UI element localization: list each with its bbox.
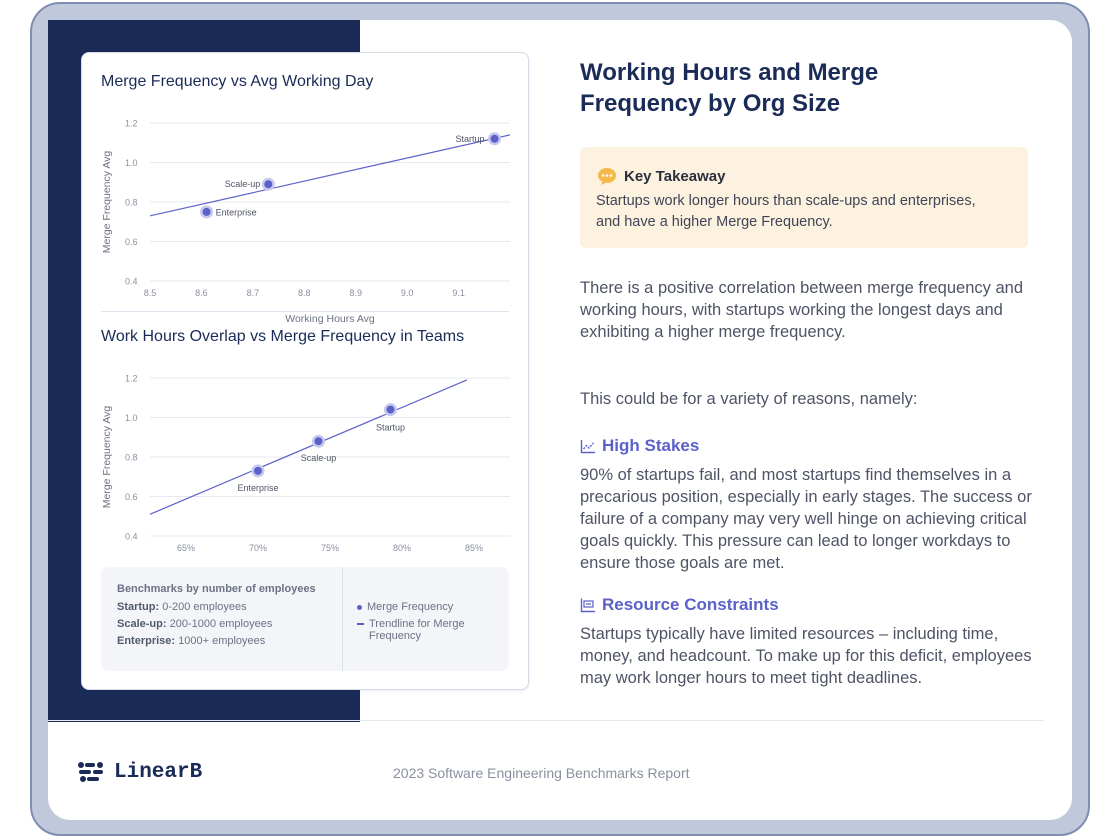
- y-tick-label: 0.4: [125, 531, 138, 542]
- data-point: [314, 437, 322, 445]
- x-tick-label: 70%: [248, 543, 268, 553]
- trendline: [150, 135, 510, 216]
- x-tick-label: 8.6: [195, 288, 208, 298]
- data-point: [386, 406, 394, 414]
- benchmark-value: 200-1000 employees: [169, 618, 273, 630]
- charts-card: [81, 52, 529, 690]
- legend-dot-icon: [357, 605, 362, 610]
- x-tick-label: 65%: [176, 543, 196, 553]
- benchmark-name: Scale-up:: [117, 618, 167, 630]
- key-takeaway-box: [580, 147, 1028, 248]
- trendline: [150, 380, 467, 514]
- data-label: Scale-up: [300, 453, 337, 464]
- data-label: Startup: [375, 422, 405, 433]
- benchmark-row: [117, 635, 327, 647]
- chart-divider: [101, 311, 509, 312]
- benchmarks-title: Benchmarks by number of employees: [117, 583, 316, 595]
- chart-legend: [357, 601, 497, 647]
- takeaway-header: [596, 165, 725, 187]
- report-name: 2023 Software Engineering Benchmarks Report: [393, 765, 690, 781]
- y-tick-label: 1.0: [125, 413, 138, 423]
- benchmark-value: 0-200 employees: [162, 601, 247, 613]
- x-tick-label: 75%: [320, 543, 340, 553]
- takeaway-title: Key Takeaway: [624, 167, 726, 185]
- section-high-stakes-header: [580, 436, 699, 456]
- legend-label: Trendline for Merge Frequency: [369, 618, 465, 642]
- x-tick-label: 8.8: [298, 288, 311, 298]
- y-tick-label: 1.2: [125, 118, 138, 129]
- y-axis-label: Merge Frequency Avg: [101, 405, 113, 509]
- footer-divider: [48, 720, 1044, 721]
- legend-merge-frequency: [357, 601, 497, 613]
- benchmarks-separator: [342, 567, 343, 671]
- brand-name: LinearB: [114, 760, 203, 784]
- report-card: [48, 20, 1072, 820]
- chart1-plot: [82, 93, 530, 325]
- legend-label: Merge Frequency: [367, 601, 454, 613]
- y-tick-label: 0.6: [125, 492, 138, 502]
- data-point: [254, 467, 262, 475]
- data-label: Scale-up: [224, 179, 261, 190]
- x-tick-label: 8.7: [246, 288, 260, 298]
- data-point: [203, 208, 211, 216]
- benchmark-name: Enterprise:: [117, 635, 176, 647]
- y-tick-label: 1.0: [125, 158, 138, 168]
- linearb-logo-icon: [76, 760, 106, 784]
- benchmark-name: Startup:: [117, 601, 160, 613]
- x-tick-label: 9.0: [400, 288, 414, 298]
- section-title: Resource Constraints: [602, 595, 779, 614]
- x-axis-label: Working Hours Avg: [285, 313, 375, 325]
- chart2-plot: [82, 348, 530, 558]
- y-tick-label: 0.6: [125, 237, 138, 247]
- legend-trendline: [357, 618, 497, 642]
- x-tick-label: 8.9: [349, 288, 362, 298]
- y-tick-label: 0.8: [125, 197, 138, 208]
- y-axis-label: Merge Frequency Avg: [101, 150, 113, 254]
- x-tick-label: 85%: [464, 543, 484, 553]
- y-tick-label: 1.2: [125, 373, 138, 384]
- reasons-intro: This could be for a variety of reasons, namely:: [580, 390, 918, 408]
- data-point: [491, 135, 499, 143]
- data-label: Enterprise: [237, 482, 279, 493]
- benchmark-row: [117, 601, 327, 613]
- y-tick-label: 0.4: [125, 276, 138, 287]
- legend-line-icon: [357, 623, 364, 625]
- speech-bubble-icon: [596, 165, 618, 187]
- section-title: High Stakes: [602, 436, 700, 455]
- benchmarks-box: [101, 567, 509, 671]
- intro-paragraph: There is a positive correlation between merge frequency and working hours, with startups working the longest days and exhibiting a higher merge frequency.: [580, 279, 1023, 341]
- linearb-logo[interactable]: [76, 760, 202, 784]
- x-tick-label: 9.1: [452, 288, 465, 298]
- benchmarks-list: [117, 583, 327, 652]
- data-label: Enterprise: [215, 207, 257, 218]
- takeaway-body: Startups work longer hours than scale-ups and enterprises, and have a higher Merge Frequency.: [596, 193, 976, 230]
- chart1-title: Merge Frequency vs Avg Working Day: [101, 73, 374, 90]
- benchmark-row: [117, 618, 327, 630]
- trend-chart-icon: [580, 438, 596, 454]
- y-tick-label: 0.8: [125, 452, 138, 463]
- x-tick-label: 8.5: [143, 288, 157, 298]
- resource-chart-icon: [580, 597, 596, 613]
- page-title: Working Hours and Merge Frequency by Org Size: [580, 59, 879, 117]
- section-high-stakes-body: 90% of startups fail, and most startups find themselves in a precarious position, especially in early stages. The success or failure of a company may very well hinge on achieving critical goals quickly. This pressure can lead to longer workdays to ensure those goals are met.: [580, 466, 1032, 572]
- benchmark-value: 1000+ employees: [178, 635, 266, 647]
- section-resource-header: [580, 595, 779, 615]
- data-point: [264, 180, 272, 188]
- section-resource-body: Startups typically have limited resources – including time, money, and headcount. To make up for this deficit, employees may work longer hours to meet tight deadlines.: [580, 625, 1032, 687]
- chart2-title: Work Hours Overlap vs Merge Frequency in Teams: [101, 328, 465, 345]
- data-label: Startup: [455, 133, 485, 144]
- x-tick-label: 80%: [392, 543, 412, 553]
